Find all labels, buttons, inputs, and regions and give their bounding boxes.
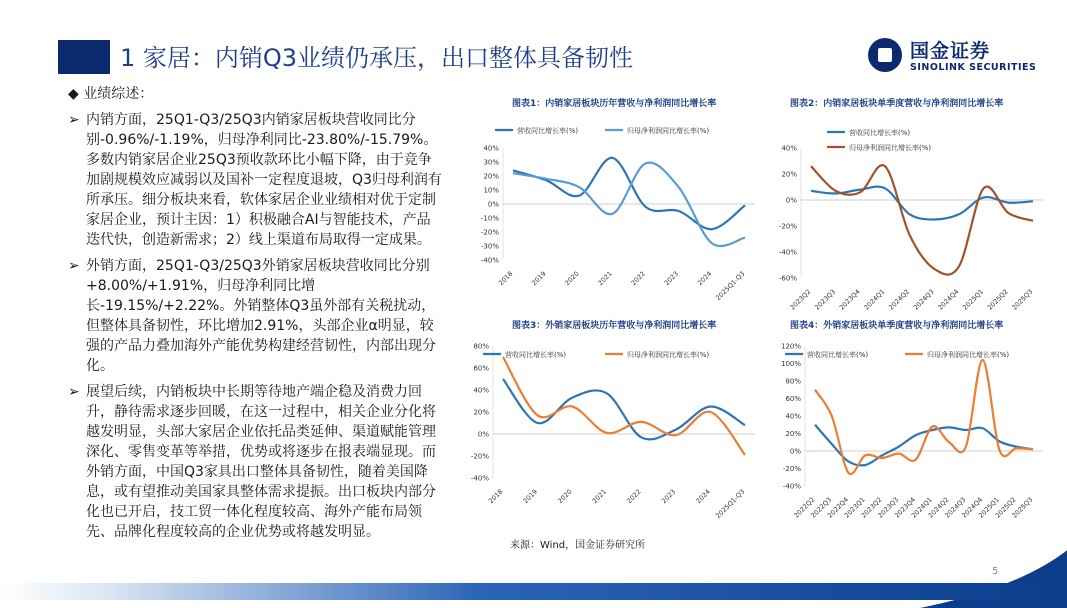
- arrow-icon: ➢: [68, 110, 80, 130]
- x-tick-label: 2022: [625, 488, 642, 505]
- y-tick-label: -20%: [779, 223, 797, 231]
- y-tick-label: 20%: [781, 171, 797, 179]
- x-tick-label: 2019: [522, 488, 539, 505]
- x-tick-label: 2021: [591, 488, 608, 505]
- title-accent-bar: [58, 40, 110, 74]
- x-tick-label: 2025Q1-Q3: [714, 270, 746, 302]
- x-tick-label: 2023Q4: [893, 496, 917, 520]
- source-note: 来源：Wind，国金证券研究所: [510, 536, 645, 551]
- legend-label: 营收同比增长率(%): [517, 126, 578, 135]
- bullet-text: 外销方面，25Q1-Q3/25Q3外销家居板块营收同比分别+8.00%/+1.91%，归母净利同比增长-19.15%/+2.22%。外销整体Q3虽外部有关税扰动，但整体具备韧性，环比增加2.91%，头部企业α明显，较强的产品力叠加海外产能优势构建经营韧性，内部出现分化。: [86, 258, 436, 374]
- legend-label: 营收同比增长率(%): [849, 128, 910, 137]
- x-tick-label: 2024Q1: [910, 496, 934, 520]
- arrow-icon: ➢: [68, 256, 80, 276]
- logo-en-text: SINOLINK SECURITIES: [910, 62, 1036, 73]
- x-tick-label: 2023Q3: [876, 496, 900, 520]
- chart4: [765, 332, 1055, 527]
- logo-cn-text: 国金证券: [910, 36, 990, 63]
- x-tick-label: 2022: [630, 270, 647, 287]
- x-tick-label: 2025Q2: [994, 496, 1018, 520]
- y-tick-label: 80%: [785, 378, 801, 386]
- page-number: 5: [992, 566, 998, 577]
- x-tick-label: 2025Q3: [1011, 496, 1035, 520]
- y-tick-label: -20%: [481, 229, 499, 237]
- summary-heading: [68, 84, 444, 104]
- series-line-1: [513, 158, 745, 230]
- x-tick-label: 2024Q1: [863, 288, 887, 312]
- bullet-domestic: [68, 110, 444, 250]
- page-title: 1 家居：内销Q3业绩仍承压，出口整体具备韧性: [120, 38, 633, 73]
- y-tick-label: 0%: [488, 201, 499, 209]
- y-tick-label: -40%: [481, 257, 499, 265]
- x-tick-label: 2020: [563, 270, 580, 287]
- chart3-title: 图表3：外销家居板块历年营收与净利润同比增长率: [512, 318, 716, 331]
- legend-label: 营收同比增长率(%): [505, 350, 566, 359]
- y-tick-label: 120%: [781, 343, 801, 351]
- legend-label: 归母净利润同比增长率(%): [627, 350, 709, 359]
- y-tick-label: 40%: [483, 145, 499, 153]
- legend-label: 归母净利润同比增长率(%): [849, 143, 931, 152]
- y-tick-label: 20%: [473, 409, 489, 417]
- bullet-text: 展望后续，内销板块中长期等待地产端企稳及消费力回升，静待需求逐步回暖，在这一过程中，相关企业分化将越发明显，头部大家居企业依托品类延伸、渠道赋能管理深化、零售变革等举措，优势或将逐步在报表端显现。而外销方面，中国Q3家具出口整体具备韧性，随着美国降息，或有望推动美国家具整体需求提振。出口板块内部分化也已开启，技工贸一体化程度较高、海外产能布局领先、品牌化程度较高的企业优势或将越发明显。: [86, 384, 436, 540]
- y-tick-label: -20%: [783, 465, 801, 473]
- y-tick-label: 40%: [785, 413, 801, 421]
- series-line-1: [503, 379, 745, 439]
- y-tick-label: 40%: [781, 145, 797, 153]
- chart1-title: 图表1：内销家居板块历年营收与净利润同比增长率: [512, 96, 716, 109]
- x-tick-label: 2024Q3: [912, 288, 936, 312]
- x-tick-label: 2018: [487, 488, 504, 505]
- y-tick-label: -10%: [481, 215, 499, 223]
- x-tick-label: 2024Q4: [960, 496, 984, 520]
- x-tick-label: 2023: [663, 270, 680, 287]
- x-tick-label: 2020: [556, 488, 573, 505]
- footer-bar: [0, 583, 1067, 600]
- x-tick-label: 2024: [694, 488, 711, 505]
- y-tick-label: 60%: [473, 365, 489, 373]
- x-tick-label: 2024Q4: [937, 288, 961, 312]
- diamond-icon: ◆: [68, 86, 79, 102]
- x-tick-label: 2025Q1: [977, 496, 1001, 520]
- chart1: [455, 112, 765, 312]
- legend-label: 归母净利润同比增长率(%): [627, 126, 709, 135]
- logo-icon: [868, 38, 902, 72]
- y-tick-label: 80%: [473, 343, 489, 351]
- y-tick-label: 20%: [483, 173, 499, 181]
- y-tick-label: -40%: [779, 249, 797, 257]
- x-tick-label: 2023Q1: [843, 496, 867, 520]
- series-line-2: [815, 360, 1033, 474]
- y-tick-label: 60%: [785, 395, 801, 403]
- x-tick-label: 2018: [497, 270, 514, 287]
- x-tick-label: 2023Q4: [838, 288, 862, 312]
- y-tick-label: 10%: [483, 187, 499, 195]
- chart2: [765, 112, 1055, 312]
- x-tick-label: 2021: [596, 270, 613, 287]
- x-tick-label: 2024Q2: [927, 496, 951, 520]
- x-tick-label: 2024Q2: [887, 288, 911, 312]
- legend-label: 营收同比增长率(%): [807, 350, 868, 359]
- y-tick-label: -40%: [783, 483, 801, 491]
- x-tick-label: 2022Q4: [826, 496, 850, 520]
- legend-label: 归母净利润同比增长率(%): [927, 350, 1009, 359]
- y-tick-label: 100%: [781, 360, 801, 368]
- summary-label: 业绩综述：: [83, 86, 153, 102]
- x-tick-label: 2023Q2: [860, 496, 884, 520]
- y-tick-label: -40%: [471, 475, 489, 483]
- x-tick-label: 2022Q3: [809, 496, 833, 520]
- x-tick-label: 2025Q1-Q3: [714, 488, 746, 520]
- bullet-export: [68, 256, 444, 376]
- y-tick-label: -60%: [779, 275, 797, 283]
- x-tick-label: 2023Q3: [813, 288, 837, 312]
- chart3: [455, 332, 765, 527]
- y-tick-label: 40%: [473, 387, 489, 395]
- x-tick-label: 2025Q3: [1011, 288, 1035, 312]
- chart4-title: 图表4：外销家居板块单季度营收与净利润同比增长率: [790, 318, 1003, 331]
- x-tick-label: 2025Q1: [961, 288, 985, 312]
- x-tick-label: 2025Q2: [986, 288, 1010, 312]
- company-logo: [868, 36, 1048, 80]
- bullet-outlook: [68, 382, 444, 542]
- x-tick-label: 2022Q2: [793, 496, 817, 520]
- chart2-title: 图表2：内销家居板块单季度营收与净利润同比增长率: [790, 96, 1003, 109]
- x-tick-label: 2023Q2: [789, 288, 813, 312]
- y-tick-label: -30%: [481, 243, 499, 251]
- x-tick-label: 2023: [660, 488, 677, 505]
- y-tick-label: -20%: [471, 453, 489, 461]
- x-tick-label: 2024: [696, 270, 713, 287]
- bullet-text: 内销方面，25Q1-Q3/25Q3内销家居板块营收同比分别-0.96%/-1.19%，归母净利同比-23.80%/-15.79%。多数内销家居企业25Q3预收款环比小幅下降，由于竞争加剧规模效应减弱以及国补一定程度退坡，Q3归母利润有所承压。细分板块来看，软体家居企业业绩相对优于定制家居企业，预计主因：1）积极融合AI与智能技术，产品迭代快，创造新需求；2）线上渠道布局取得一定成果。: [86, 112, 442, 248]
- y-tick-label: 0%: [790, 448, 801, 456]
- arrow-icon: ➢: [68, 382, 80, 402]
- y-tick-label: 0%: [478, 431, 489, 439]
- text-column: [68, 84, 444, 542]
- x-tick-label: 2024Q3: [943, 496, 967, 520]
- y-tick-label: 30%: [483, 159, 499, 167]
- x-tick-label: 2019: [530, 270, 547, 287]
- y-tick-label: 0%: [786, 197, 797, 205]
- y-tick-label: 20%: [785, 430, 801, 438]
